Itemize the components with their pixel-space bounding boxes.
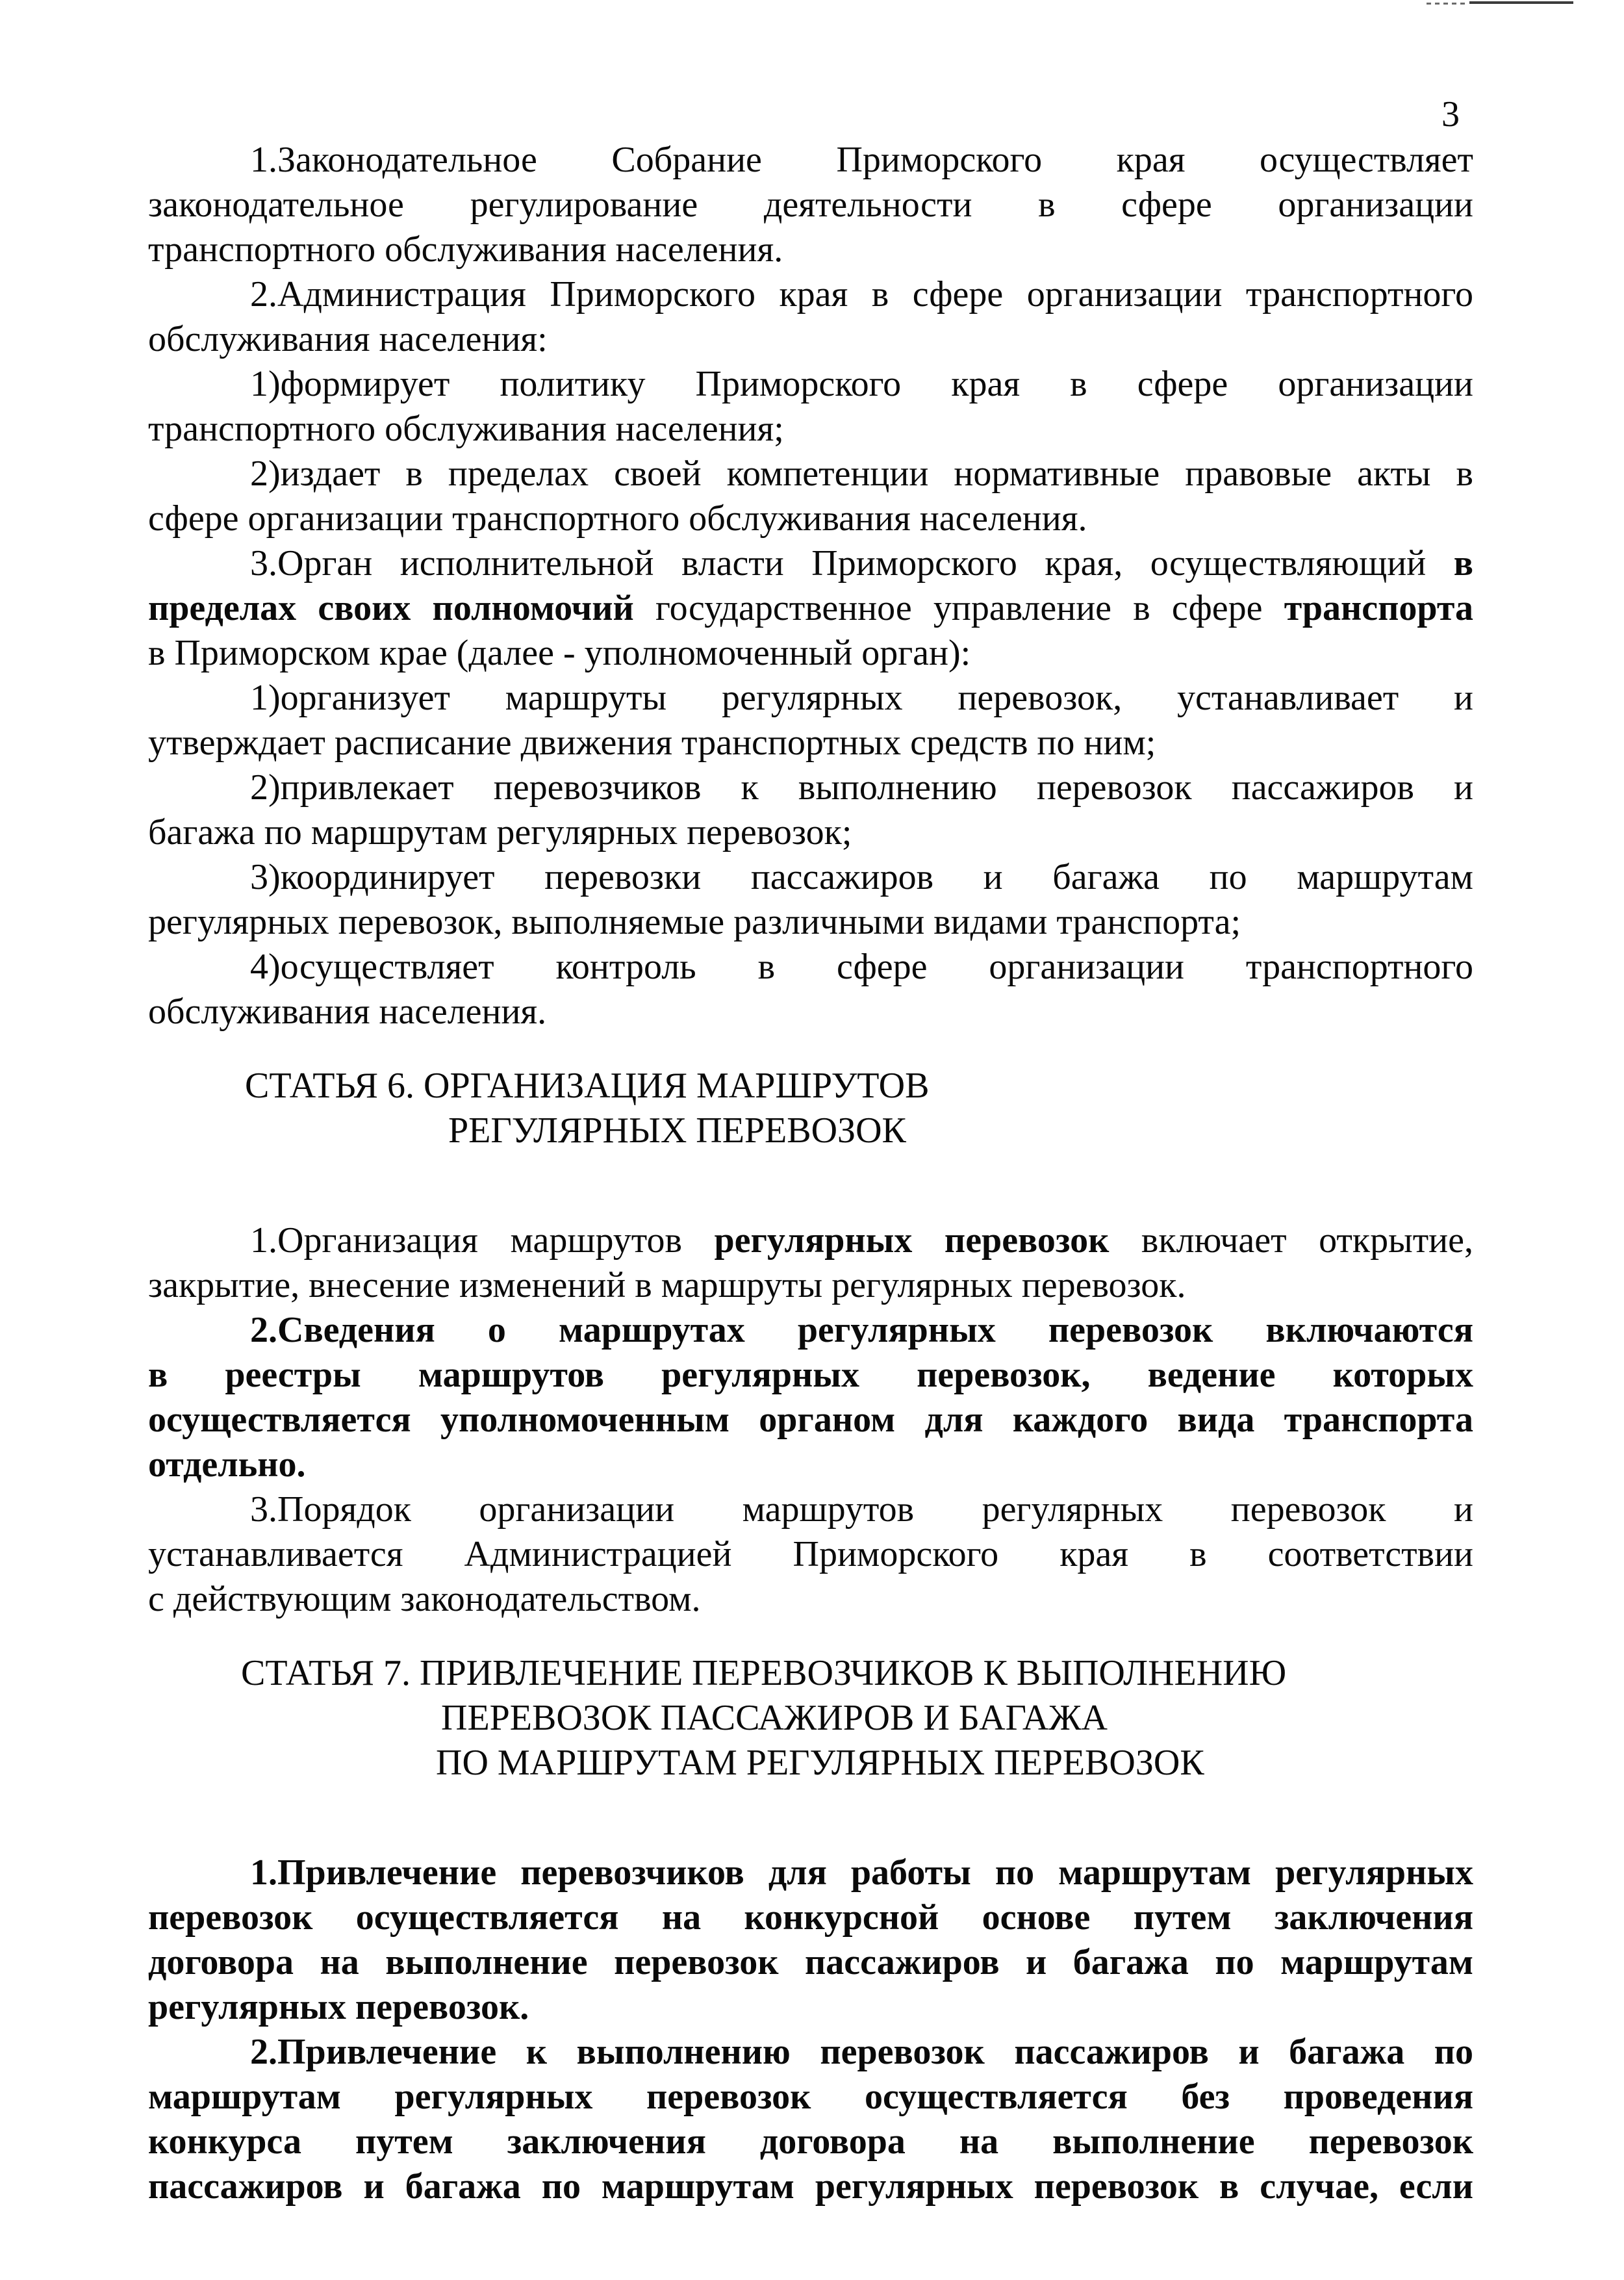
bold-text-segment: транспорта [1284,588,1474,628]
text-line [148,227,1473,272]
text-line [148,496,1473,541]
text-segment: регулярных перевозок, выполняемые различными видами транспорта; [148,902,1241,942]
text-line [148,1487,1473,1532]
heading-line [448,1108,1473,1153]
text-line [148,1532,1473,1577]
text-line [148,586,1473,631]
heading-line [245,1064,1473,1108]
text-line [148,2120,1473,2164]
text-line [148,810,1473,855]
text-segment: 1.Организация маршрутов [250,1220,715,1261]
text-segment: государственное управление в сфере [633,588,1284,628]
text-segment: СТАТЬЯ 7. ПРИВЛЕЧЕНИЕ ПЕРЕВОЗЧИКОВ К ВЫПОЛНЕНИЮ [241,1653,1287,1693]
text-line [148,1263,1473,1308]
text-segment: с действующим законодательством. [148,1579,701,1619]
text-line [148,1851,1473,1895]
text-segment: багажа по маршрутам регулярных перевозок; [148,812,852,852]
text-segment: закрытие, внесение изменений в маршруты регулярных перевозок. [148,1265,1186,1305]
text-segment: 1)формирует политику Приморского края в сфере организации [250,364,1473,404]
text-line [148,272,1473,317]
bold-text-segment: пределах своих полномочий [148,588,634,628]
text-line [148,407,1473,452]
text-segment: обслуживания населения. [148,992,547,1032]
text-segment: СТАТЬЯ 6. ОРГАНИЗАЦИЯ МАРШРУТОВ [245,1066,930,1106]
text-line [148,1895,1473,1940]
text-line [148,721,1473,765]
text-line [148,2030,1473,2075]
text-segment: утверждает расписание движения транспортных средств по ним; [148,723,1156,763]
text-segment: транспортного обслуживания населения; [148,409,784,449]
bold-text-segment: регулярных перевозок. [148,1987,529,2027]
text-line [148,541,1473,586]
text-segment: 3)координирует перевозки пассажиров и багажа по маршрутам [250,857,1473,897]
text-line [148,900,1473,945]
text-line [148,1398,1473,1442]
text-line [148,317,1473,362]
text-line [148,1940,1473,1985]
bold-text-segment: маршрутам регулярных перевозок осуществляется без проведения [148,2077,1473,2117]
text-segment: 2)привлекает перевозчиков к выполнению перевозок пассажиров и [250,767,1473,808]
text-segment: обслуживания населения: [148,319,548,359]
text-line [148,2164,1473,2209]
text-line [148,183,1473,227]
bold-text-segment: конкурса путем заключения договора на выполнение перевозок [148,2121,1473,2162]
text-segment: 4)осуществляет контроль в сфере организации транспортного [250,947,1473,987]
text-segment: 3.Порядок организации маршрутов регулярных перевозок и [250,1489,1473,1530]
bold-text-segment: 1.Привлечение перевозчиков для работы по маршрутам регулярных [250,1852,1473,1893]
text-line [148,945,1473,990]
text-line [148,2075,1473,2120]
text-line [148,765,1473,810]
text-segment: устанавливается Администрацией Приморского края в соответствии [148,1534,1473,1574]
heading-line [436,1741,1473,1786]
text-segment: сфере организации транспортного обслуживания населения. [148,498,1087,539]
text-line [148,631,1473,676]
bold-text-segment: в реестры маршрутов регулярных перевозок, ведение которых [148,1355,1473,1395]
text-line [148,1308,1473,1353]
text-line [148,138,1473,183]
heading-line [241,1651,1473,1696]
text-line [148,1218,1473,1263]
text-segment: включает открытие, [1109,1220,1473,1261]
text-line [148,362,1473,407]
text-line [148,452,1473,496]
text-segment: в Приморском крае (далее - уполномоченный орган): [148,633,971,673]
bold-text-segment: регулярных перевозок [714,1220,1110,1261]
bold-text-segment: 2.Сведения о маршрутах регулярных перевозок включаются [250,1310,1473,1350]
page-number: 3 [1441,94,1460,134]
heading-line [441,1696,1473,1741]
text-segment: транспортного обслуживания населения. [148,229,783,270]
bold-text-segment: договора на выполнение перевозок пассажиров и багажа по маршрутам [148,1942,1473,1982]
text-segment: ПЕРЕВОЗОК ПАССАЖИРОВ И БАГАЖА [441,1698,1108,1738]
text-segment: 1.Законодательное Собрание Приморского края осуществляет [250,140,1473,180]
text-line [148,1985,1473,2030]
bold-text-segment: перевозок осуществляется на конкурсной основе путем заключения [148,1897,1473,1938]
text-segment: 1)организует маршруты регулярных перевозок, устанавливает и [250,678,1473,718]
text-segment: законодательное регулирование деятельности в сфере организации [148,185,1473,225]
text-line [148,1442,1473,1487]
text-line [148,855,1473,900]
text-segment: ПО МАРШРУТАМ РЕГУЛЯРНЫХ ПЕРЕВОЗОК [436,1743,1204,1783]
bold-text-segment: пассажиров и багажа по маршрутам регулярных перевозок в случае, если [148,2166,1473,2207]
bold-text-segment: 2.Привлечение к выполнению перевозок пассажиров и багажа по [250,2032,1473,2072]
bold-text-segment: отдельно. [148,1444,306,1485]
scan-artifact-dots [1427,3,1468,5]
text-segment: 3.Орган исполнительной власти Приморского края, осуществляющий [250,543,1454,583]
text-segment: 2.Администрация Приморского края в сфере организации транспортного [250,274,1473,314]
text-line [148,990,1473,1034]
text-line [148,1577,1473,1622]
scan-artifact-line [1469,1,1573,4]
bold-text-segment: в [1453,543,1473,583]
text-column [148,138,1473,2209]
text-line [148,1353,1473,1398]
text-segment: 2)издает в пределах своей компетенции нормативные правовые акты в [250,454,1473,494]
text-segment: РЕГУЛЯРНЫХ ПЕРЕВОЗОК [448,1110,906,1151]
text-line [148,676,1473,721]
bold-text-segment: осуществляется уполномоченным органом для каждого вида транспорта [148,1400,1473,1440]
